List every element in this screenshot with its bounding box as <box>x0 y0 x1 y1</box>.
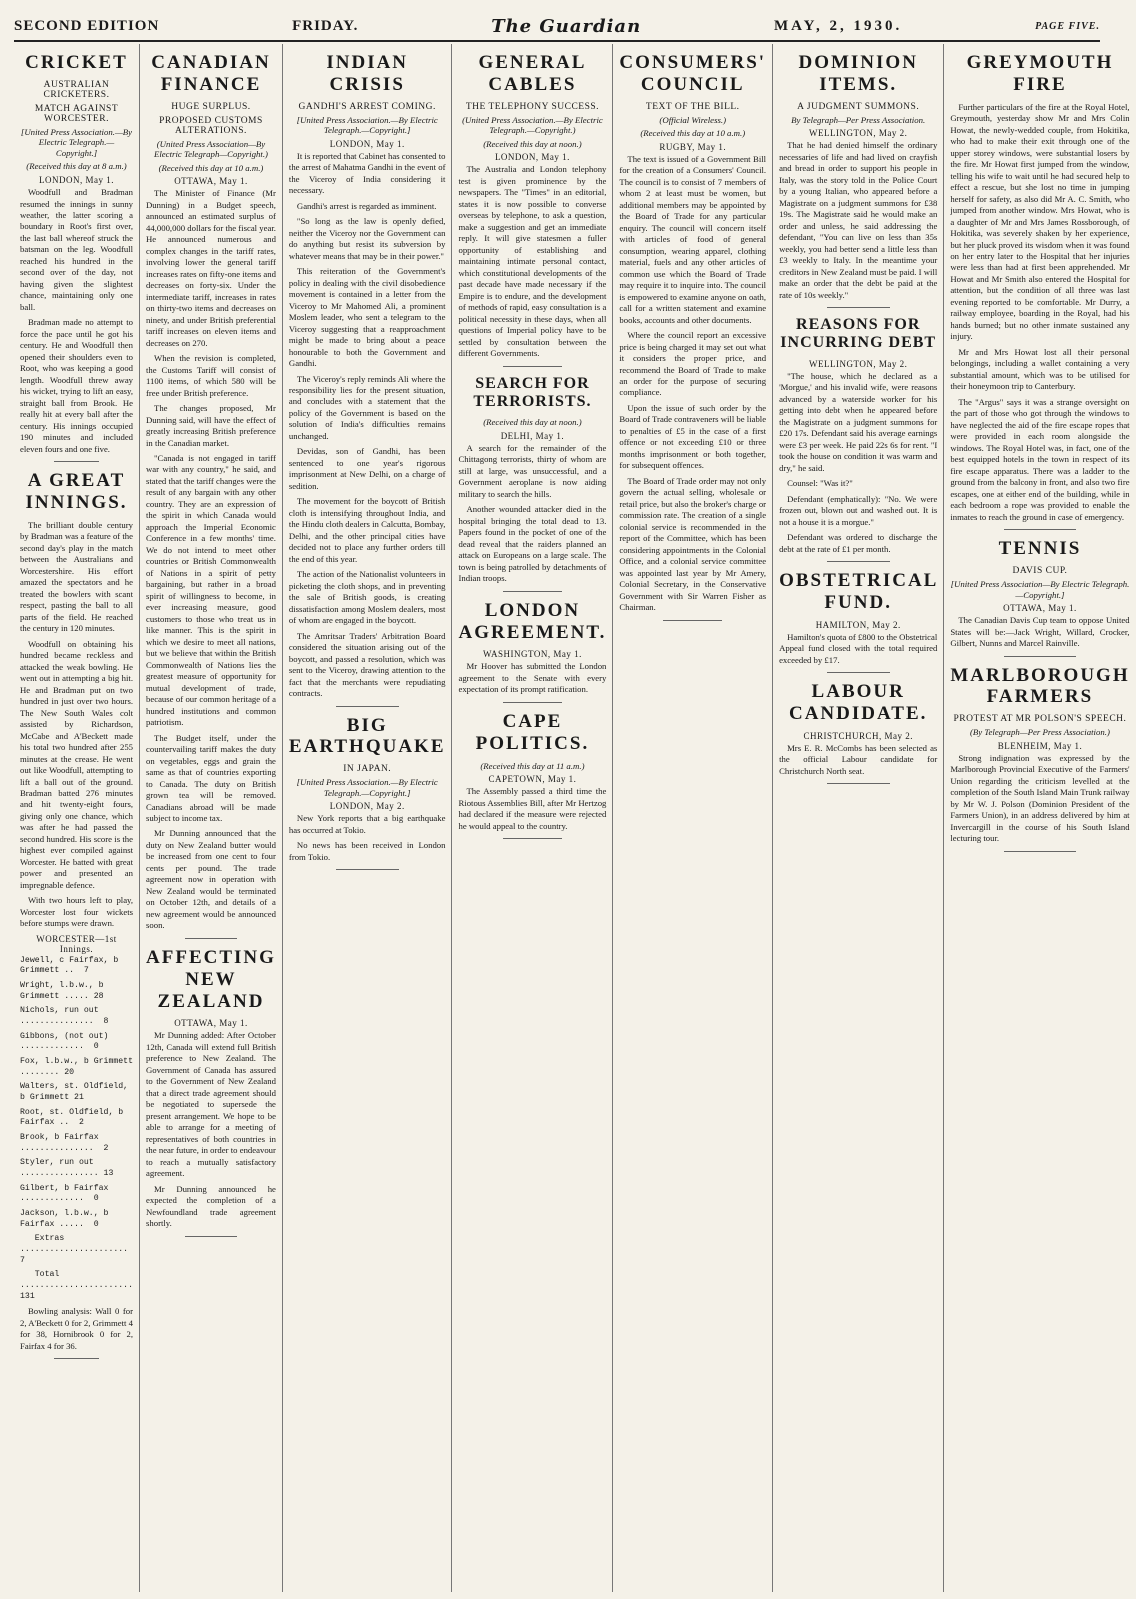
article-paragraph: Devidas, son of Gandhi, has been sentenced to one year's rigorous imprisonment at New Delhi, on a charge of sedition. <box>288 446 446 491</box>
scorecard-line: Jewell, c Fairfax, b Grimmett .. 7 <box>20 955 124 976</box>
received-time: (Received this day at noon.) <box>483 138 582 149</box>
article-headline: LABOUR CANDIDATE. <box>788 681 928 725</box>
day-label: FRIDAY. <box>292 17 359 34</box>
article <box>619 52 766 621</box>
article <box>779 681 937 784</box>
dateline: CHRISTCHURCH, May 2. <box>803 730 913 741</box>
article-paragraph: Defendant was ordered to discharge the debt at the rate of £1 per month. <box>779 532 938 554</box>
column-6 <box>772 44 943 1592</box>
scorecard-line: Walters, st. Oldfield, b Grimmett 21 <box>20 1082 134 1103</box>
section-divider <box>827 783 890 784</box>
article <box>779 316 937 562</box>
article-paragraph: Woodfull and Bradman resumed the innings in sunny weather, the latter scoring a boundary in Root's first over, the last ball whereof struck the batsman on the leg. Woodfull reached his hundred in the second over of the day, not having given the slightest chance, maintaining only one ball. <box>20 187 134 312</box>
press-credit: [United Press Association.—By Electric Telegraph.—Copyright.] <box>296 114 438 136</box>
article <box>779 52 937 308</box>
section-divider <box>827 672 890 673</box>
scorecard-line: Brook, b Fairfax ............... 2 <box>20 1133 109 1153</box>
article-headline: OBSTETRICAL FUND. <box>779 570 939 613</box>
paper-title: The Guardian <box>491 15 642 37</box>
section-divider <box>503 702 562 703</box>
article-paragraph: That he had denied himself the ordinary necessaries of life and had lived on crayfish and bread in order to support his people in Italy, was the story told in the Police Court by a young Italian, who appeared before a Magistrate on a judgment summons for £38 19s. The Magistrate said he would make an order and unless, he said addressing the defendant, "You can live on less than 35s weekly, you had better send a little less than £3 weekly to Italy. In the meantime your creditors in New Zealand must be paid. I will make an order that the debt be paid at the rate of 10s weekly." <box>779 140 938 300</box>
scorecard-line: Total ....................... 131 <box>20 1270 138 1301</box>
dateline: OTTAWA, May 1. <box>1003 603 1077 614</box>
section-divider <box>1004 656 1076 657</box>
article-paragraph: The text is issued of a Government Bill for the creation of a Consumers' Council. The council is to consist of 7 members of whom 2 at least must be women, but additional members may be appointed by the Board of Trade for any particular enquiry. The council will concern itself with articles of food of general consumption, wearing apparel, clothing material, fuels and any other articles of common use which the Board of Trade may require it to inquire into. The council is empowered to examine anyone on oath, call for a written statement and examine books, accounts and other documents. <box>619 153 767 325</box>
article <box>146 947 276 1237</box>
article <box>458 375 606 592</box>
article-paragraph: The "Argus" says it was a strange oversight on the part of those who got through the windows to have neglected the aid of the fire escape ropes that were provided in each room alongside the windows. The Royal Hotel was, in fact, one of the best equipped hotels in the town in respect of its fire escape apparatus. There was a ladder to the ground from the balcony in front, and also two fire escapes, one at either end of the building, while in each bedroom a rope was provided to enable the inmates to reach the ground in case of emergency. <box>950 396 1130 522</box>
press-credit: [United Press Association.—By Electric Telegraph.—Copyright.] <box>20 126 133 158</box>
section-divider <box>827 307 890 308</box>
masthead <box>14 14 1100 38</box>
section-divider <box>503 591 562 592</box>
article-headline: LONDON AGREEMENT. <box>458 599 607 643</box>
section-divider <box>336 869 399 870</box>
scorecard-line: Styler, run out ................ 13 <box>20 1158 114 1178</box>
article-subheading: GANDHI'S ARREST COMING. <box>298 101 436 112</box>
issue-date: MAY, 2, 1930. <box>773 17 903 34</box>
received-time: (Received this day at 10 a.m.) <box>158 162 264 173</box>
article <box>458 711 606 839</box>
article-subheading: THE TELEPHONY SUCCESS. <box>465 101 600 112</box>
dateline: LONDON, May 1. <box>494 152 570 163</box>
article-headline: CAPE POLITICS. <box>475 710 590 754</box>
article-paragraph: Mrs E. R. McCombs has been selected as the official Labour candidate for Christchurch North seat. <box>779 742 938 776</box>
article-paragraph: Upon the issue of such order by the Board of Trade contraveners will be liable to penalties of £5 in the case of a first offence or not exceeding £10 or three months imprisonment or both together, for subsequent offences. <box>619 402 767 471</box>
article-paragraph: "Canada is not engaged in tariff war with any country," he said, and stated that the tariff changes were the result of any bargain with any other country. They are an expression of the spirit in which Canada would approach the Imperial Economic Conference in a few months' time. We do not intend to meet other countries or British Commonwealth of Nations in a spirit of petty bargaining, but rather in a broad spirit of willingness to become, in ever increasing measure, good customers to those who treat us in like manner. This is the spirit in which we desire to meet all nations, but we believe that within the British Commonwealth of Nations lies the greatest measure of opportunity for mutual development of trade, because of our common heritage of a hundred institutions and common patriotism. <box>146 452 276 728</box>
article-subheading: PROPOSED CUSTOMS ALTERATIONS. <box>159 115 263 136</box>
section-divider <box>1004 851 1076 852</box>
dateline: OTTAWA, May 1. <box>174 176 248 187</box>
article-headline: REASONS FOR INCURRING DEBT <box>780 316 937 352</box>
article-paragraph: When the revision is completed, the Customs Tariff will consist of 1100 items, of which 580 will be free under British preference. <box>146 353 276 398</box>
dateline: WELLINGTON, May 2. <box>809 358 908 369</box>
section-divider <box>503 838 562 839</box>
article-subheading: HUGE SURPLUS. <box>171 101 251 112</box>
article-paragraph: A search for the remainder of the Chittagong terrorists, thirty of whom are still at large, was unsuccessful, and a Government aeroplane is now aiding military to search the hills. <box>458 442 607 499</box>
received-time: (Received this day at 11 a.m.) <box>480 760 585 771</box>
press-credit: (By Telegraph—Per Press Association.) <box>969 727 1110 738</box>
press-credit: [United Press Association—By Electric Telegraph.—Copyright.] <box>950 578 1130 600</box>
article-subheading: TEXT OF THE BILL. <box>645 101 740 112</box>
article-headline: MARLBOROUGH FARMERS <box>950 664 1130 708</box>
article-headline: GENERAL CABLES <box>478 52 587 95</box>
dateline: RUGBY, May 1. <box>659 141 727 152</box>
edition-label: SECOND EDITION <box>14 17 160 34</box>
dateline: BLENHEIM, May 1. <box>997 740 1083 751</box>
section-divider <box>663 620 722 621</box>
bowling-analysis: Bowling analysis: Wall 0 for 2, A'Beckett 0 for 2, Grimmett 4 for 38, Hornibrook 0 for 2, Fairfax 4 for 36. <box>20 1306 134 1351</box>
section-divider <box>336 706 399 707</box>
article-paragraph: The Board of Trade order may not only govern the actual selling, wholesale or retail price, but also the broker's charge or commission rate. The creation of a single colonial service is recommended in the report of the Committee, which has been considering appointments in the Colonial Office, and a colonial service committee was appointed last year by Mr Amery, Colonial Secretary, in the Conservative Government with Sir Warren Fisher as Chairman. <box>619 475 767 613</box>
section-divider <box>503 366 562 367</box>
dateline: DELHI, May 1. <box>500 430 565 441</box>
scorecard-line: Wright, l.b.w., b Grimmett ..... 28 <box>20 981 109 1001</box>
article-paragraph: The action of the Nationalist volunteers in picketing the cloth shops, and in preventing the sale of British goods, is creating dissatisfaction among Moslem dealers, most of whom are engaged in the boycott. <box>288 569 446 626</box>
column-5 <box>612 44 772 1592</box>
dateline: WELLINGTON, May 2. <box>809 128 908 139</box>
dateline: CAPETOWN, May 1. <box>488 774 577 785</box>
article-paragraph: Woodfull on obtaining his hundred became reckless and attacked the weak bowling. He went out in attempting a big hit. He and Bradman put on two hundred in just over two hours. The New South Wales colt assisted by Richardson, McCabe and A'Beckett made his total two hundred after 255 minutes at the crease. He went out like Woodfull, attempting to lift a ball out of the ground. Bradman batted 276 minutes and hit twenty-eight fours, giving only one chance, which was after he had passed the second hundred. His score is the highest ever compiled against Worcester. He batted with great power and presented an impregnable defence. <box>20 638 134 890</box>
article-subheading: AUSTRALIAN CRICKETERS. <box>43 79 110 100</box>
article-headline: AFFECTING NEW ZEALAND <box>146 946 276 1012</box>
press-credit: (Official Wireless.) <box>659 114 727 125</box>
article-paragraph: Hamilton's quota of £800 to the Obstetrical Appeal fund closed with the total required exceeded by £17. <box>779 631 938 665</box>
article-headline: CRICKET <box>25 52 128 73</box>
scorecard-line: Jackson, l.b.w., b Fairfax ..... 0 <box>20 1208 114 1229</box>
article-subheading: A JUDGMENT SUMMONS. <box>797 101 920 112</box>
section-divider <box>827 561 890 562</box>
article <box>289 52 446 707</box>
received-time: (Received this day at 8 a.m.) <box>26 161 127 172</box>
dateline: LONDON, May 1. <box>329 138 405 149</box>
article-paragraph: New York reports that a big earthquake has occurred at Tokio. <box>288 813 446 835</box>
article-paragraph: The Assembly passed a third time the Riotous Assemblies Bill, after Mr Hertzog had declared if the measure were rejected he would appeal to the country. <box>458 786 607 831</box>
article-paragraph: Counsel: "Was it?" <box>787 478 853 489</box>
column-4 <box>451 44 612 1592</box>
article-paragraph: "The house, which he declared as a 'Morgue,' and his invalid wife, were reasons advanced by a waterside worker for his getting into debt when he appeared before the Magistrate on a judgment summons for £20 17s. Defendant said his average earnings were £3 per week. He paid 22s 6s for rent. "I took the house on condition it was warm and dry," he said. <box>779 370 938 473</box>
article-paragraph: The Viceroy's reply reminds Ali where the responsibility lies for the present situation, and concludes with a statement that the policy of the Government is based on the solution of India's difficulties remains unchanged. <box>288 373 446 441</box>
dateline: LONDON, May 2. <box>329 801 405 812</box>
article <box>289 715 446 871</box>
article-paragraph: The Canadian Davis Cup team to oppose United States will be:—Jack Wright, Willard, Crocker, Gilbert, Nunns and Marcel Rainville. <box>950 615 1130 649</box>
article-headline: CANADIAN FINANCE <box>151 52 271 95</box>
column-2 <box>139 44 282 1592</box>
article-paragraph: The movement for the boycott of British cloth is intensifying throughout India, and the Hindu cloth dealers in Calcutta, Bombay, Delhi, and the other principal cities have decided not to place any further orders till the end of this year. <box>288 496 446 564</box>
article-headline: A GREAT INNINGS. <box>25 470 128 514</box>
article-paragraph: "So long as the law is openly defied, neither the Viceroy nor the Government can do anything but resist its subversion by whatever means that may be in their power." <box>288 216 446 261</box>
article-paragraph: Mr and Mrs Howat lost all their personal belongings, including a wallet containing a very substantial amount, which was to be utilised for their honeymoon trip to Canterbury. <box>950 346 1130 392</box>
article-paragraph: Where the council report an excessive price is being charged it may set out what it considers the proper price, and recommend the Board of Trade to make an order for the purpose of securing compliance. <box>619 330 767 398</box>
article-headline: DOMINION ITEMS. <box>798 52 918 95</box>
article <box>20 470 138 1359</box>
article-headline: SEARCH FOR TERRORISTS. <box>473 374 592 410</box>
article-paragraph: No news has been received in London from Tokio. <box>288 840 446 862</box>
article <box>146 52 276 939</box>
column-3 <box>282 44 452 1592</box>
section-divider <box>54 461 99 462</box>
article-subheading: PROTEST AT MR POLSON'S SPEECH. <box>953 714 1127 725</box>
article-headline: INDIAN CRISIS <box>326 52 409 95</box>
article <box>458 600 606 703</box>
article-paragraph: The changes proposed, Mr Dunning said, will have the effect of greatly increasing British preference in the Canadian market. <box>146 403 276 448</box>
page-number: PAGE FIVE. <box>1035 20 1100 32</box>
article-paragraph: Bradman made no attempt to force the pace until he got his century. He and Woodfull then opened their shoulders even to Root, who was keeping a good length. Woodfull threw away his wicket, trying to lift an easy, straight ball from Brook. He really hit at every ball after the century. His innings occupied 190 minutes and included eleven fours and one five. <box>20 317 134 454</box>
article-paragraph: The Budget itself, under the countervailing tariff makes the duty on vegetables, eggs and grain the same as that of countries exporting to Canada. The duty on British grown tea will be removed. Canadians abroad will be made subject to income tax. <box>146 732 276 823</box>
scorecard-line: Root, st. Oldfield, b Fairfax .. 2 <box>20 1107 129 1128</box>
article-subheading: IN JAPAN. <box>343 764 392 775</box>
scorecard-line: Gilbert, b Fairfax ............. 0 <box>20 1183 114 1204</box>
article-paragraph: The Amritsar Traders' Arbitration Board considered the situation arising out of the boycott, and passed a resolution, which was sent to the Viceroy, drawing attention to the fact that the merchants were repudiating contracts. <box>288 630 446 699</box>
section-divider <box>1004 529 1076 530</box>
article-paragraph: Mr Hoover has submitted the London agreement to the Senate with every expectation of its prompt ratification. <box>458 661 607 695</box>
article <box>950 538 1129 656</box>
article <box>458 52 606 367</box>
article-paragraph: Further particulars of the fire at the Royal Hotel, Greymouth, yesterday show Mr and Mrs Colin Howat, the newly-wedded couple, from Hokitika, who had to make their exit through one of the upper storey windows, were substantial losers by the fire. Mr Howat first jumped from the window, telling his wife to wait until he had secured help to effect a rescue, but she lost no time in jumping herself for safety, as also did Mr A. C. Smith, who jumped from another window. Mrs Howat, who is a daughter of Mr and Mrs James Rossborough, of Hokitika, was severely shaken by her experience, but her pluck proved its wisdom when it was found on her entry later to the Hospital that her injuries were less than had at first been apprehended. Mr Howat and Mr Smith also entered the Hospital for attention, but the condition of all three was last evening reported to be comfortable. Mr Durry, a railway employee, boarding in the Royal, had his hands burned; but no other inmate sustained any injury. <box>950 101 1130 342</box>
dateline: OTTAWA, May 1. <box>174 1018 248 1029</box>
press-credit: By Telegraph—Per Press Association. <box>791 114 926 125</box>
article <box>950 52 1129 530</box>
section-divider <box>185 1236 237 1237</box>
article-paragraph: Mr Dunning announced he expected the completion of a Newfoundland trade agreement shortly. <box>146 1183 276 1229</box>
section-divider <box>54 1358 99 1359</box>
press-credit: (United Press Association.—By Electric Telegraph.—Copyright.) <box>462 114 603 136</box>
article-paragraph: The Minister of Finance (Mr Dunning) in a Budget speech, announced an estimated surplus of 44,000,000 dollars for the fiscal year. He announced numerous and complex changes in the tariff rates, involving lower the general tariff increases rates on fifty-one items and decreases on forty-six. Under the intermediate tariff, increases in rates on thirty-two items and decreases on ninety, and under British preferential tariff increases on eleven items and decreases on 270. <box>146 188 276 348</box>
article-headline: BIG EARTHQUAKE <box>288 714 446 758</box>
article-paragraph: Mr Dunning announced that the duty on New Zealand butter would be increased from one cent to four cents per pound. The trade agreement now in operation with New Zealand would be terminated on October 12th, and details of a new agreement would be announced soon. <box>146 828 276 931</box>
article-paragraph: Defendant (emphatically): "No. We were frozen out, blown out and washed out. It is not a house it is a morgue." <box>779 493 938 527</box>
columns <box>14 44 1130 1592</box>
section-divider <box>185 938 237 939</box>
press-credit: [United Press Association.—By Electric Telegraph.—Copyright.] <box>296 777 438 798</box>
received-time: (Received this day at noon.) <box>483 417 582 428</box>
dateline: HAMILTON, May 2. <box>815 619 901 630</box>
dateline: WASHINGTON, May 1. <box>483 649 582 660</box>
dateline: LONDON, May 1. <box>39 175 114 186</box>
scorecard-line: Extras ...................... 7 <box>20 1234 138 1265</box>
article-paragraph: The Australia and London telephony test is given prominence by the newspapers. The "Times" in an editorial, states it is now possible to converse overseas by telephone, to ask a question, make a suggestion and get an immediate reply. It will give statesmen a fuller opportunity of establishing and maintaining intimate personal contact, which constitutional developments of the past decade have made necessary if the Empire is to endure, and the development of methods of rapid, easy consultation is a political necessity in these days, when all questions of Imperial policy have to be settled by consultation between the different Governments. <box>458 164 607 359</box>
article-paragraph: Strong indignation was expressed by the Marlborough Provincial Executive of the Farmers' Union regarding the criticism levelled at the completion of the South Island Main Trunk railway by Mr W. J. Polson (Dominion President of the Farmers Union), in an address delivered by him at Invercargill in the course of his South Island lecturing tour. <box>950 752 1130 844</box>
scorecard-title: WORCESTER—1st Innings. <box>36 933 117 954</box>
article <box>950 665 1129 852</box>
received-time: (Received this day at 10 a.m.) <box>640 128 746 139</box>
scorecard-line: Fox, l.b.w., b Grimmett ........ 20 <box>20 1057 138 1077</box>
article-headline: TENNIS <box>998 538 1082 560</box>
article-paragraph: This reiteration of the Government's policy in dealing with the civil disobedience movement is contained in a letter from the Viceroy to Mr Mahomed Ali, a prominent Moslem leader, who sent a telegram to the Viceroy suggesting that a reapproachment might be made to bring about a peace honourable to both the Government and Gandhi. <box>288 266 446 369</box>
scorecard-line: Nichols, run out ............... 8 <box>20 1006 109 1027</box>
article-paragraph: Gandhi's arrest is regarded as imminent. <box>296 200 437 211</box>
scorecard-line: Gibbons, (not out) ............. 0 <box>20 1031 114 1052</box>
article <box>779 570 937 673</box>
article-paragraph: Mr Dunning added: After October 12th, Canada will extend full British preference to New Zealand. The Government of Canada has assured to the Government of New Zealand that a direct trade agreement should be negotiated to supersede the present arrangement. We hope to be able to arrange for a meeting of representatives of both countries in the near future, in order to endeavour to reach a mutually satisfactory agreement. <box>146 1030 276 1179</box>
article-headline: CONSUMERS' COUNCIL <box>619 52 767 95</box>
article-subheading: MATCH AGAINST WORCESTER. <box>34 103 119 124</box>
article-subheading: DAVIS CUP. <box>1012 565 1068 576</box>
article-paragraph: The brilliant double century by Bradman was a feature of the second day's play in the match between the Australians and Worcestershire. His effort amazed the spectators and he treated the bowlers with scant respect, pasting the ball to all parts of the field. He reached the century in 120 minutes. <box>20 519 134 634</box>
press-credit: (United Press Association—By Electric Telegraph—Copyright.) <box>153 138 268 160</box>
column-7 <box>943 44 1135 1592</box>
article <box>20 52 133 462</box>
article-headline: GREYMOUTH FIRE <box>966 52 1114 95</box>
article-paragraph: Another wounded attacker died in the hospital bringing the total dead to 13. Papers found in the pocket of one of the dead reveal that the raiders planned an attack on Europeans on a large scale. The town is being patrolled by detachments of Indian troops. <box>458 504 607 584</box>
column-1 <box>14 44 139 1592</box>
masthead-rule <box>14 40 1100 42</box>
article-paragraph: With two hours left to play, Worcester lost four wickets before stumps were drawn. <box>20 895 134 929</box>
article-paragraph: It is reported that Cabinet has consented to the arrest of Mahatma Gandhi in the event of the Viceroy of India considering it necessary. <box>288 150 446 196</box>
